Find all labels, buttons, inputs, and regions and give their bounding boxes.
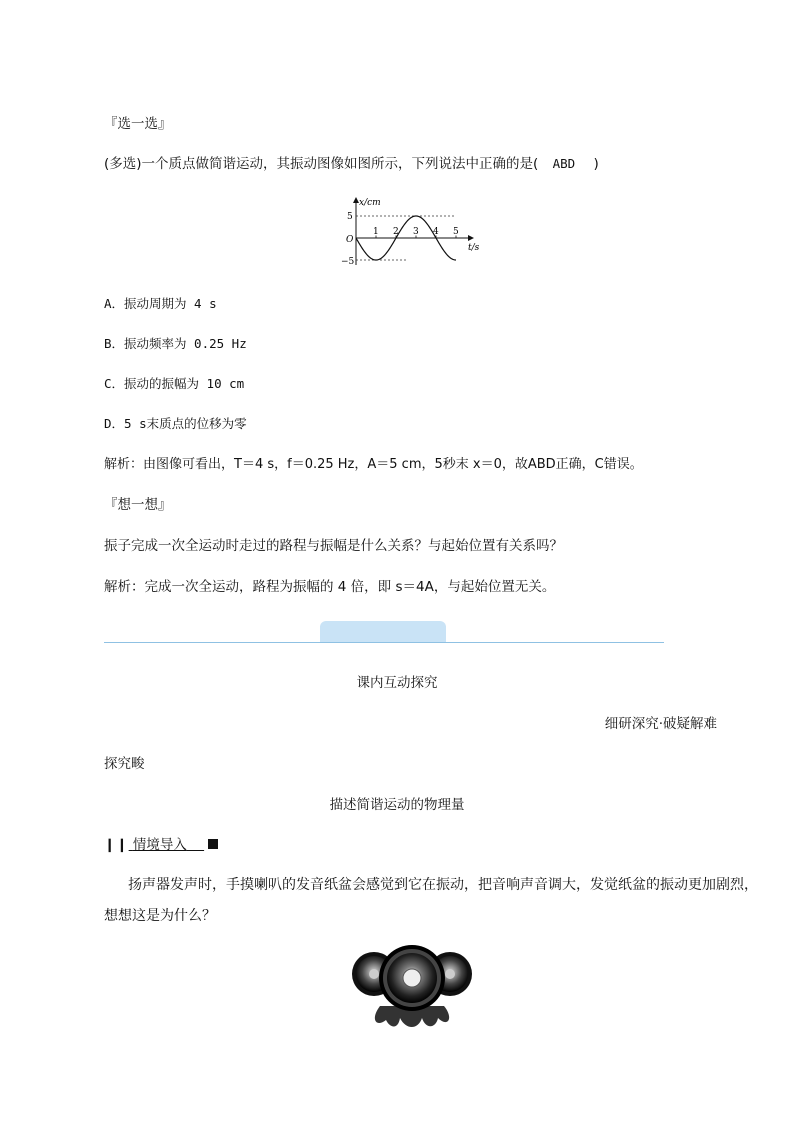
question-close: ) <box>593 156 599 172</box>
explore-label: 探究畯 <box>104 756 145 772</box>
intro-text-line1: 扬声器发声时，手摸喇叭的发音纸盆会感觉到它在振动，把音响声音调大，发觉纸盆的振动更加剧烈， <box>128 877 758 893</box>
y-tick-5: 5 <box>347 212 353 222</box>
intro-label-group <box>104 837 204 853</box>
y-axis-label: x/cm <box>359 198 381 208</box>
divider-tab <box>320 621 446 642</box>
x-tick-label-1: 1 <box>373 227 379 237</box>
question-text <box>104 155 599 173</box>
x-axis-label: t/s <box>468 243 480 253</box>
intro-marker <box>104 836 218 854</box>
topic-title: 描述简谐运动的物理量 <box>329 797 465 813</box>
analysis-2: 解析：完成一次全运动，路程为振幅的 4 倍，即 s＝4A，与起始位置无关。 <box>104 579 556 595</box>
part-subtitle: 细研深究·破疑解难 <box>604 716 717 732</box>
answer-text: ABD <box>552 156 576 171</box>
y-tick-neg5: −5 <box>341 257 355 267</box>
center-speaker-icon <box>379 945 445 1011</box>
intro-bars: ❙❙ <box>104 837 129 853</box>
think-question: 振子完成一次全运动时走过的路程与振幅是什么关系？与起始位置有关系吗？ <box>104 538 563 554</box>
option-d: D．5 s末质点的位移为零 <box>104 416 247 431</box>
x-tick-label-5: 5 <box>453 227 459 237</box>
origin-label: O <box>346 235 354 245</box>
analysis-1: 解析：由图像可看出，T＝4 s，f＝0.25 Hz，A＝5 cm，5秒末 x＝0，故ABD正确，C错误。 <box>104 457 643 472</box>
x-tick-label-2: 2 <box>393 227 399 237</box>
vibration-graph <box>336 192 486 270</box>
divider-line <box>104 642 664 643</box>
part-title: 课内互动探究 <box>356 675 438 691</box>
option-c: C．振动的振幅为 10 cm <box>104 376 245 391</box>
speaker-illustration <box>350 944 474 1030</box>
select-heading: 『选一选』 <box>104 116 172 132</box>
intro-label: 情境导入 <box>132 837 187 853</box>
option-a: A．振动周期为 4 s <box>104 296 217 311</box>
intro-square-icon <box>208 839 218 849</box>
option-b: B．振动频率为 0.25 Hz <box>104 336 247 351</box>
question-stem: (多选)一个质点做简谐运动，其振动图像如图所示，下列说法中正确的是( <box>104 156 539 172</box>
x-tick-label-3: 3 <box>413 227 419 237</box>
intro-text-line2: 想想这是为什么？ <box>104 908 216 924</box>
think-heading: 『想一想』 <box>104 497 172 513</box>
x-tick-label-4: 4 <box>433 227 439 237</box>
